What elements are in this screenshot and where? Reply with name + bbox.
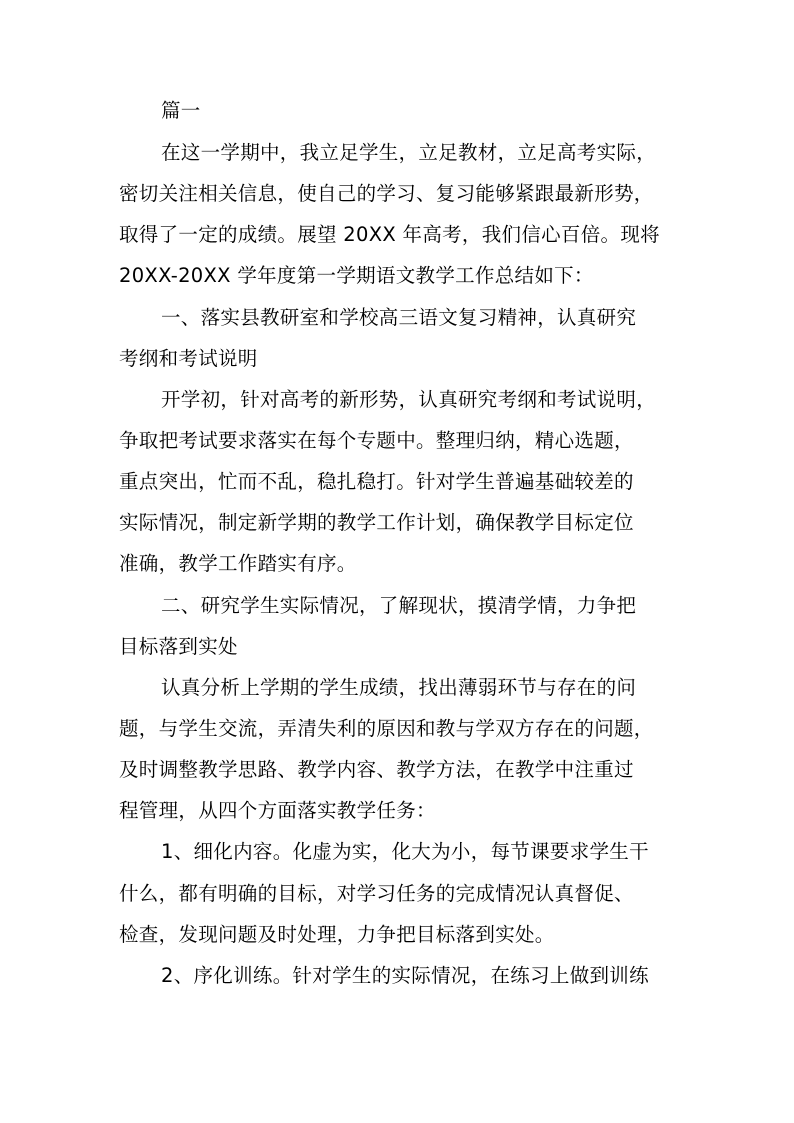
text-line: 取得了一定的成绩。展望 20XX 年高考，我们信心百倍。现将 [119,223,660,246]
text-line: 二、研究学生实际情况，了解现状，摸清学情，力争把 [161,594,637,617]
text-line: 争取把考试要求落实在每个专题中。整理归纳，精心选题， [119,429,634,452]
text-line: 及时调整教学思路、教学内容、教学方法，在教学中注重过 [119,758,634,781]
text-line: 一、落实县教研室和学校高三语文复习精神，认真研究 [161,306,637,329]
text-line: 实际情况，制定新学期的教学工作计划，确保教学目标定位 [119,511,634,534]
heading: 篇一 [161,99,201,122]
text-line: 题，与学生交流，弄清失利的原因和教与学双方存在的问题， [119,717,654,740]
text-line: 重点突出，忙而不乱，稳扎稳打。针对学生普遍基础较差的 [119,470,634,493]
text-line: 考纲和考试说明 [119,347,258,370]
text-line: 检查，发现问题及时处理，力争把目标落到实处。 [119,923,555,946]
text-line: 认真分析上学期的学生成绩，找出薄弱环节与存在的问 [161,676,637,699]
text-line: 20XX-20XX 学年度第一学期语文教学工作总结如下： [119,264,594,287]
text-line: 准确，教学工作踏实有序。 [119,552,357,575]
text-line: 程管理，从四个方面落实教学任务： [119,799,436,822]
text-line: 2、序化训练。针对学生的实际情况，在练习上做到训练 [161,964,649,987]
text-line: 什么，都有明确的目标，对学习任务的完成情况认真督促、 [119,882,634,905]
text-line: 密切关注相关信息，使自己的学习、复习能够紧跟最新形势， [119,182,654,205]
text-line: 在这一学期中，我立足学生，立足教材，立足高考实际， [161,141,657,164]
text-line: 开学初，针对高考的新形势，认真研究考纲和考试说明， [161,388,657,411]
text-line: 1、细化内容。化虚为实，化大为小，每节课要求学生干 [161,840,649,863]
text-line: 目标落到实处 [119,635,238,658]
